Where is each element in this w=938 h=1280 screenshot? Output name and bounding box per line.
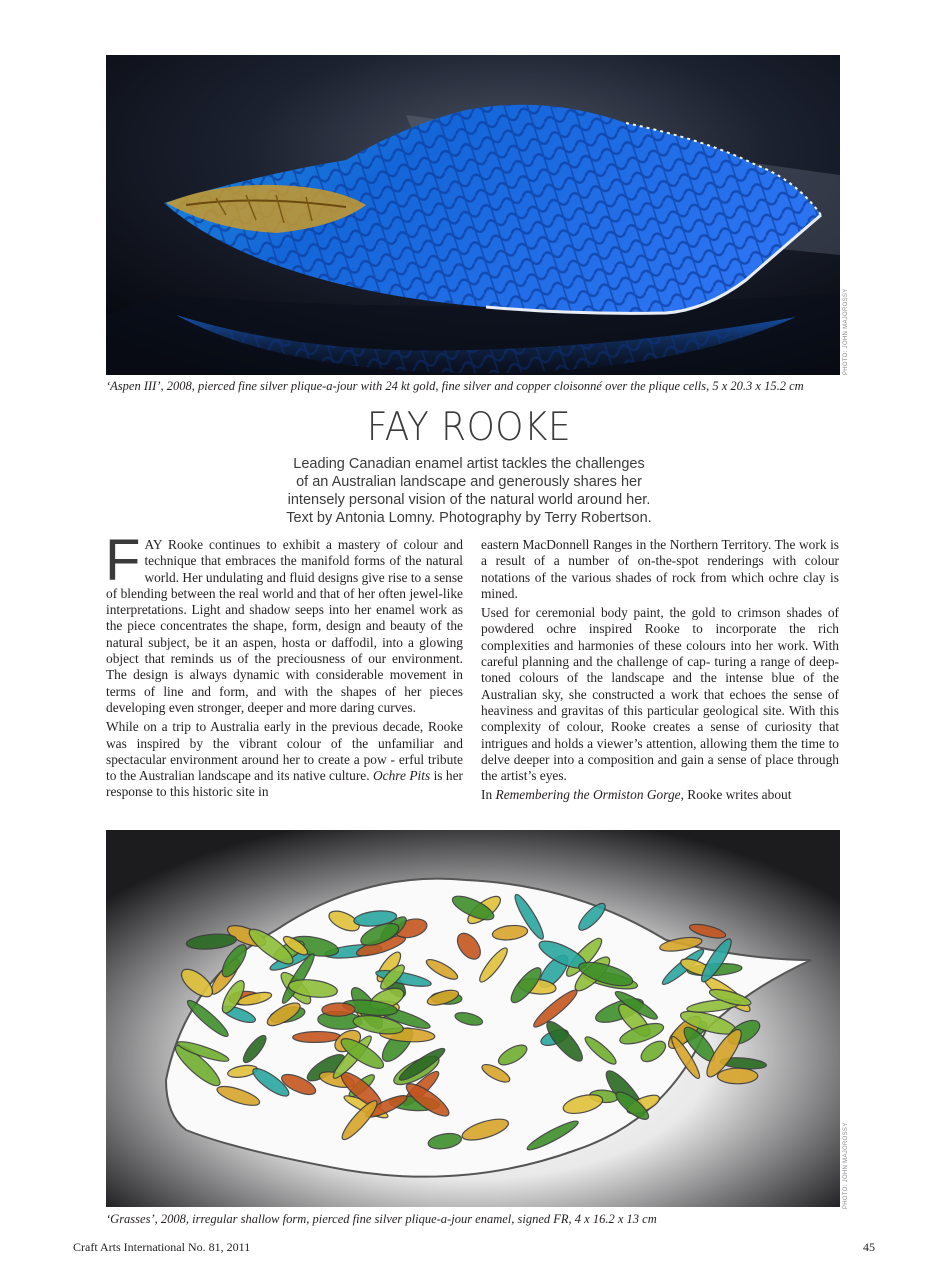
paragraph: Used for ceremonial body paint, the gold to crimson shades of powdered ochre inspired Rooke to incorporate the rich complexities and harmonies of these colours into her work. With careful planning and the challenge of cap- turing a range of deep-toned colours of the landscape and the intense blue of the Australian sky, she constructed a work that echoes the sense of heaviness and gravitas of this particular geological site. With this complexity of colour, Rooke creates a sense of curiosity that intrigues and holds a viewer’s attention, allowing them the time to delve deeper into a composition and gain a sense of place through the artist’s eyes. [481, 605, 839, 784]
paragraph [106, 719, 463, 800]
intro-line-3: intensely personal vision of the natural world around her. [287, 492, 651, 508]
artwork-title: Remembering the Ormiston Gorge [495, 787, 681, 803]
column-left [105, 528, 463, 804]
column-right [481, 537, 839, 807]
paragraph-text: In [481, 787, 496, 803]
artwork-title: Ochre Pits [372, 768, 431, 784]
aspen-photo [106, 55, 840, 375]
leaf-cell [322, 1003, 355, 1017]
leaf-cell [717, 1068, 757, 1084]
drop-cap: F [105, 528, 141, 593]
publication-footer: Craft Arts International No. 81, 2011 [73, 1240, 251, 1254]
photo-credit-top: PHOTO: JOHN MAJOROSSY [843, 288, 849, 375]
article-title: FAY ROOKE [366, 405, 572, 450]
leaf-cell [293, 1031, 341, 1043]
intro-line-1: Leading Canadian enamel artist tackles the challenges [293, 456, 645, 472]
article-intro [219, 455, 719, 527]
intro-line-4: Text by Antonia Lomny. Photography by Terry Robertson. [286, 510, 652, 526]
paragraph-text: AY Rooke continues to exhibit a mastery of colour and technique that embraces the manifold forms of the natural world. Her undulating and fluid designs give rise to a sense of blending between the real world and that of her often jewel-like interpretations. Light and shadow seeps into her enamel work as the piece concentrates the shape, form, design and beauty of the natural subject, be it an aspen, hosta or daffodil, into a glowing object that reminds us of the preciousness of our environment. The design is always dynamic with considerable movement in terms of line and form, and with the shapes of her pieces developing even stronger, deeper and more daring curves. [106, 537, 463, 715]
paragraph [105, 528, 463, 716]
grasses-photo [106, 830, 840, 1207]
caption-bottom: ‘Grasses’, 2008, irregular shallow form, pierced fine silver plique-a-jour enamel, signed FR, 4 x 16.2 x 13 cm [106, 1212, 657, 1226]
caption-top: ‘Aspen III’, 2008, pierced fine silver plique-a-jour with 24 kt gold, fine silver and copper cloisonné over the plique cells, 5 x 20.3 x 15.2 cm [106, 379, 804, 393]
paragraph-text: is her response to this historic site in [106, 768, 463, 800]
paragraph-text: While on a trip to Australia early in the previous decade, Rooke was inspired by the vibrant colour of the unfamiliar and spectacular environment around her to create a pow - erful tribute to the Australian landscape and its native culture. [106, 719, 463, 784]
intro-line-2: of an Australian landscape and generously shares her [296, 474, 642, 490]
paragraph [481, 787, 839, 803]
paragraph: eastern MacDonnell Ranges in the Northern Territory. The work is a result of a number of on-the-spot renderings with colour notations of the various shades of rock from which ochre clay is mined. [481, 537, 839, 601]
photo-credit-bottom: PHOTO: JOHN MAJOROSSY [843, 1122, 849, 1209]
paragraph-text: , Rooke writes about [680, 787, 792, 803]
page-number: 45 [863, 1240, 875, 1254]
